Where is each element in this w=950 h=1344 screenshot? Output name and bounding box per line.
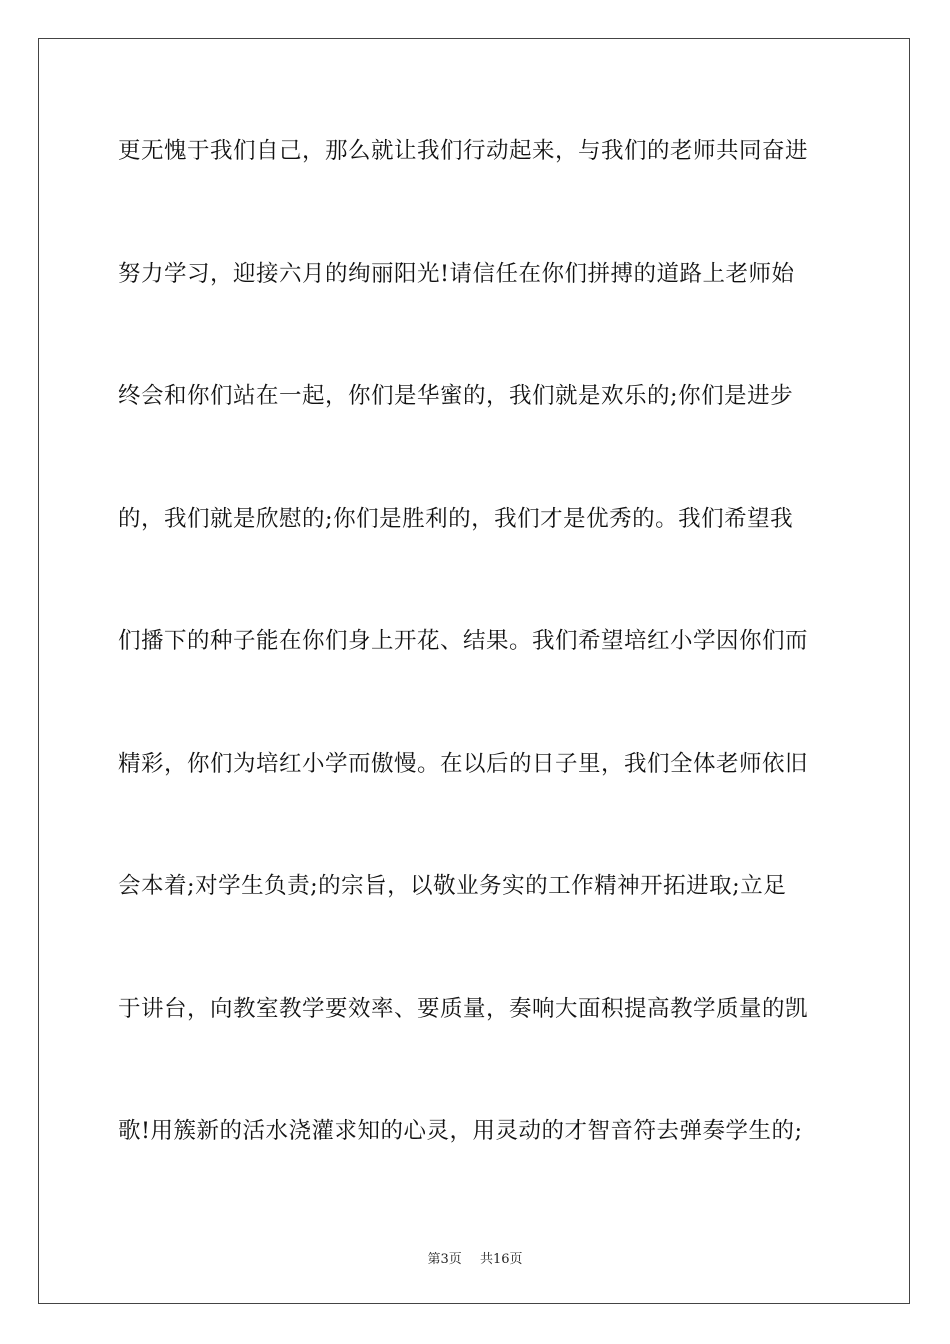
page-total: 共16页 (479, 1252, 523, 1267)
text-line: 精彩，你们为培红小学而傲慢。在以后的日子里，我们全体老师依旧 (118, 750, 809, 777)
text-line: 于讲台，向教室教学要效率、要质量，奏响大面积提高教学质量的凯 (118, 995, 809, 1022)
text-line: 努力学习，迎接六月的绚丽阳光!请信任在你们拼搏的道路上老师始 (118, 260, 795, 287)
text-line: 更无愧于我们自己，那么就让我们行动起来，与我们的老师共同奋进 (118, 138, 809, 164)
page-footer (0, 1248, 950, 1267)
text-line: 终会和你们站在一起，你们是华蜜的，我们就是欢乐的;你们是进步 (118, 383, 794, 409)
text-line: 会本着;对学生负责;的宗旨，以敬业务实的工作精神开拓进取;立足 (118, 873, 787, 899)
page-number: 第3页 (427, 1252, 462, 1267)
text-line: 歌!用簇新的活水浇灌求知的心灵，用灵动的才智音符去弹奏学生的; (118, 1118, 803, 1144)
text-line: 们播下的种子能在你们身上开花、结果。我们希望培红小学因你们而 (118, 628, 809, 654)
text-line: 的，我们就是欣慰的;你们是胜利的，我们才是优秀的。我们希望我 (118, 505, 794, 532)
document-body (118, 120, 836, 1223)
